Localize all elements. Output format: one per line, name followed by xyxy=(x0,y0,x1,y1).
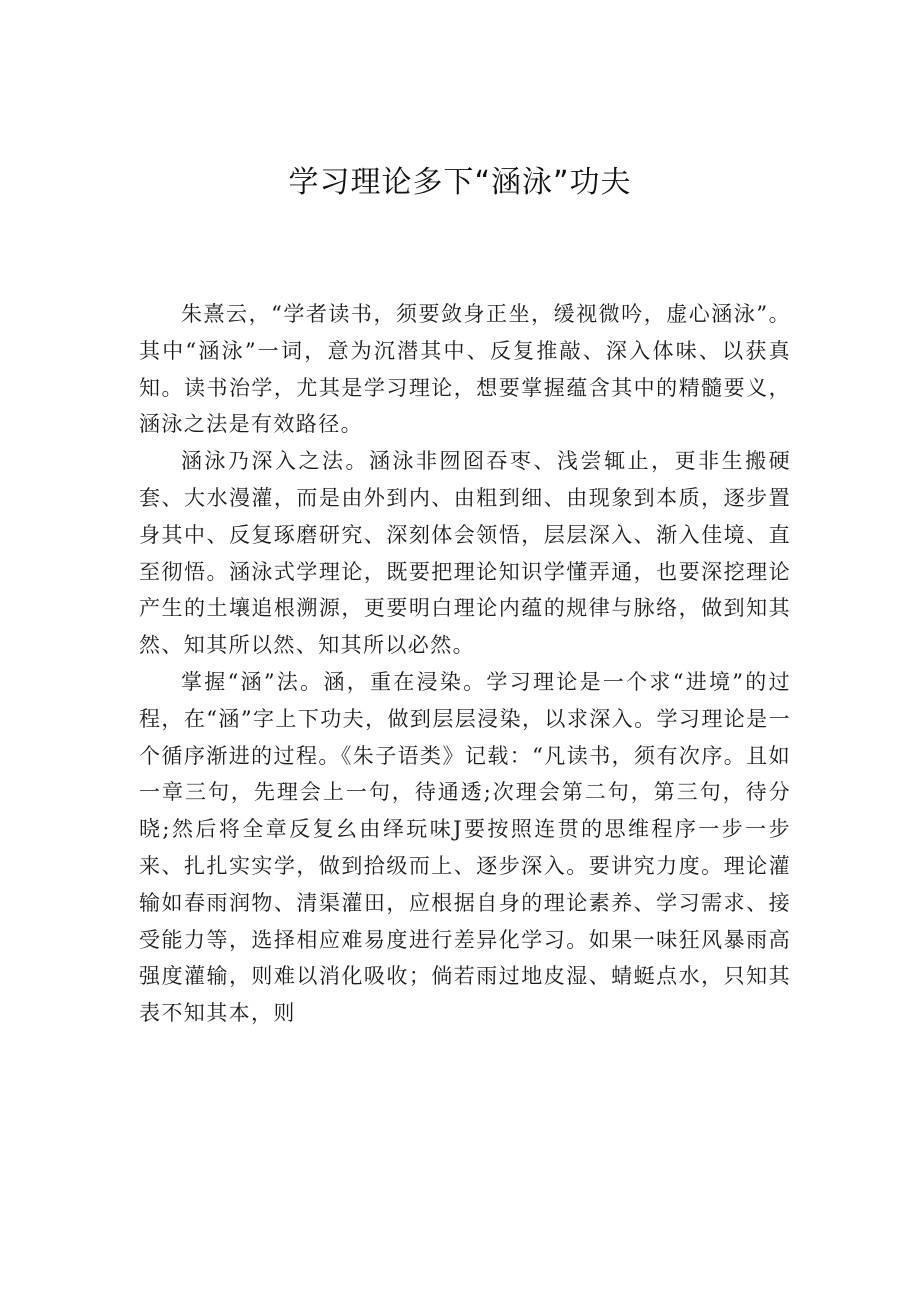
paragraph: 涵泳乃深入之法。涵泳非囫囵吞枣、浅尝辄止，更非生搬硬套、大水漫灌，而是由外到内、由粗到细、由现象到本质，逐步置身其中、反复琢磨研究、深刻体会领悟，层层深入、渐入佳境、直至彻悟。涵泳式学理论，既要把理论知识学懂弄通，也要深挖理论产生的土壤追根溯源，更要明白理论内蕴的规律与脉络，做到知其然、知其所以然、知其所以必然。 xyxy=(139,449,791,658)
document-body xyxy=(139,296,791,1032)
paragraph: 掌握“涵”法。涵，重在浸染。学习理论是一个求“进境”的过程，在“涵”字上下功夫，做到层层浸染，以求深入。学习理论是一个循序渐进的过程。《朱子语类》记载：“凡读书，须有次序。且如一章三句，先理会上一句，待通透;次理会第二句，第三句，待分晓;然后将全章反复幺由绎玩味J要按照连贯的思维程序一步一步来、扎扎实实学，做到拾级而上、逐步深入。要讲究力度。理论灌输如春雨润物、清渠灌田，应根据自身的理论素养、学习需求、接受能力等，选择相应难易度进行差异化学习。如果一味狂风暴雨高强度灌输，则难以消化吸收；倘若雨过地皮湿、蜻蜓点水，只知其表不知其本，则 xyxy=(139,669,791,1026)
paragraph: 朱熹云，“学者读书，须要敛身正坐，缓视微吟，虚心涵泳”。其中“涵泳”一词，意为沉潜其中、反复推敲、深入体味、以获真知。读书治学，尤其是学习理论，想要掌握蕴含其中的精髓要义，涵泳之法是有效路径。 xyxy=(139,302,791,437)
document-title: 学习理论多下“涵泳”功夫 xyxy=(288,165,632,200)
